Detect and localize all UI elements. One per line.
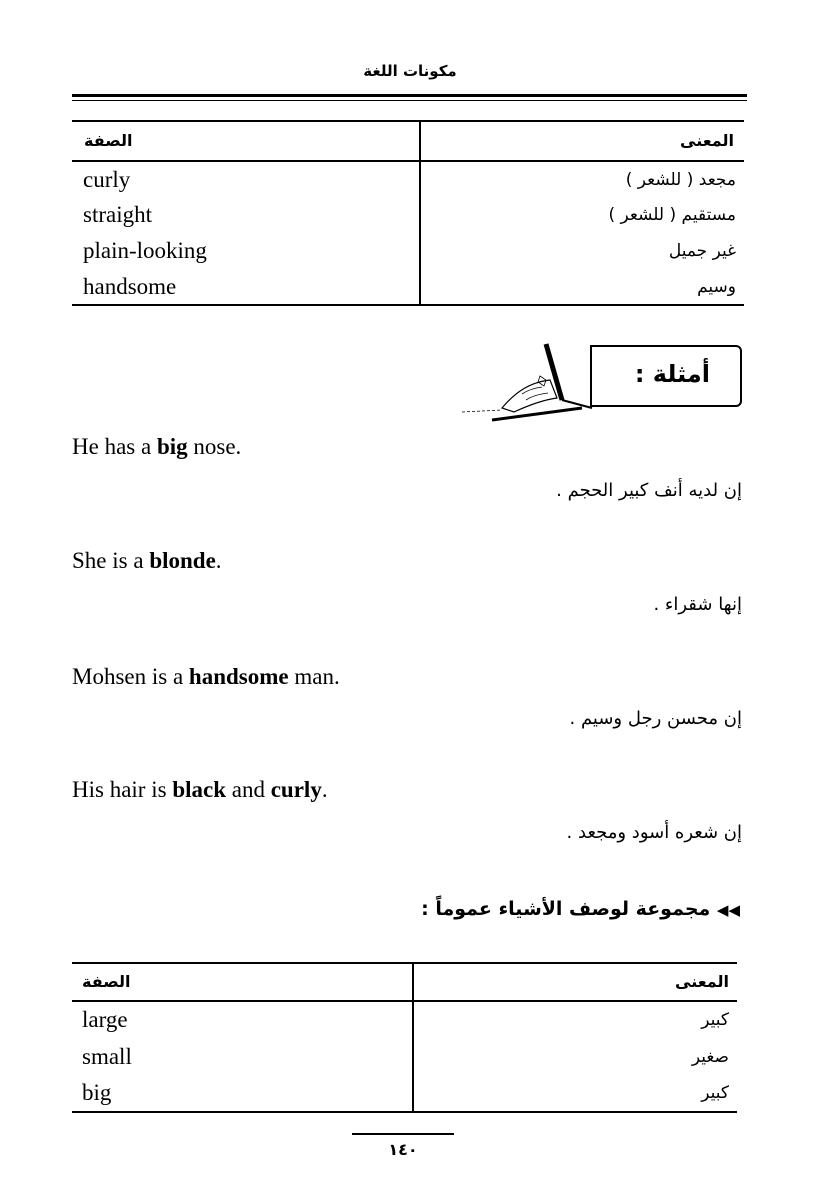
cell-english: handsome (72, 269, 420, 305)
highlighted-adjective: big (156, 434, 188, 459)
header-rule-thin (72, 100, 747, 101)
cell-english: straight (72, 197, 420, 233)
hand-writing-icon (462, 340, 602, 430)
cell-arabic: وسيم (697, 276, 736, 297)
example-sentence-english: He has a big nose. (72, 434, 242, 459)
table-row (72, 233, 744, 269)
highlighted-adjective: black (172, 777, 226, 802)
example-sentence-english: She is a blonde. (72, 548, 222, 573)
cell-english: large (72, 1001, 413, 1038)
cell-arabic: كبير (701, 1010, 729, 1030)
example-sentence-arabic: إن محسن رجل وسيم . (569, 708, 742, 729)
examples-label: أمثلة : (634, 360, 710, 388)
example-sentence-english: Mohsen is a handsome man. (72, 664, 340, 689)
highlighted-adjective: blonde (149, 548, 216, 573)
cell-english: curly (72, 161, 420, 197)
example-sentence-arabic: إنها شقراء . (653, 594, 742, 615)
page-header-title: مكونات اللغة (363, 62, 457, 80)
cell-arabic: مستقيم ( للشعر ) (608, 205, 736, 225)
cell-english: plain-looking (72, 233, 420, 269)
page-number: ١٤٠ (388, 1140, 418, 1159)
cell-arabic: كبير (701, 1083, 729, 1103)
table-row (72, 161, 744, 197)
column-header-adjective: الصفة (84, 131, 133, 150)
table-header-row (72, 121, 744, 161)
double-arrow-icon: ◀◀ (716, 901, 740, 919)
table-row (72, 1075, 737, 1112)
highlighted-adjective: handsome (188, 664, 289, 689)
table-row (72, 197, 744, 233)
table-header-row (72, 963, 737, 1001)
section-heading-text: مجموعة لوصف الأشياء عموماً : (421, 898, 711, 920)
section-heading (421, 898, 740, 920)
example-sentence-english: His hair is black and curly. (72, 777, 328, 802)
table-row (72, 269, 744, 305)
header-rule-thick (72, 94, 747, 97)
adjectives-table-hair (72, 120, 744, 306)
example-sentence-arabic: إن لديه أنف كبير الحجم . (556, 480, 742, 501)
table-row (72, 1038, 737, 1075)
column-header-meaning: المعنى (675, 972, 729, 991)
cell-english: small (72, 1038, 413, 1075)
adjectives-table-general (72, 962, 737, 1113)
example-sentence-arabic: إن شعره أسود ومجعد . (566, 822, 742, 843)
cell-english: big (72, 1075, 413, 1112)
footer-rule (352, 1133, 454, 1135)
table-row (72, 1001, 737, 1038)
column-header-adjective: الصفة (82, 972, 131, 991)
cell-arabic: صغير (691, 1046, 729, 1067)
cell-arabic: مجعد ( للشعر ) (625, 169, 736, 190)
cell-arabic: غير جميل (668, 241, 736, 261)
highlighted-adjective: curly (270, 777, 322, 802)
column-header-meaning: المعنى (680, 131, 734, 150)
